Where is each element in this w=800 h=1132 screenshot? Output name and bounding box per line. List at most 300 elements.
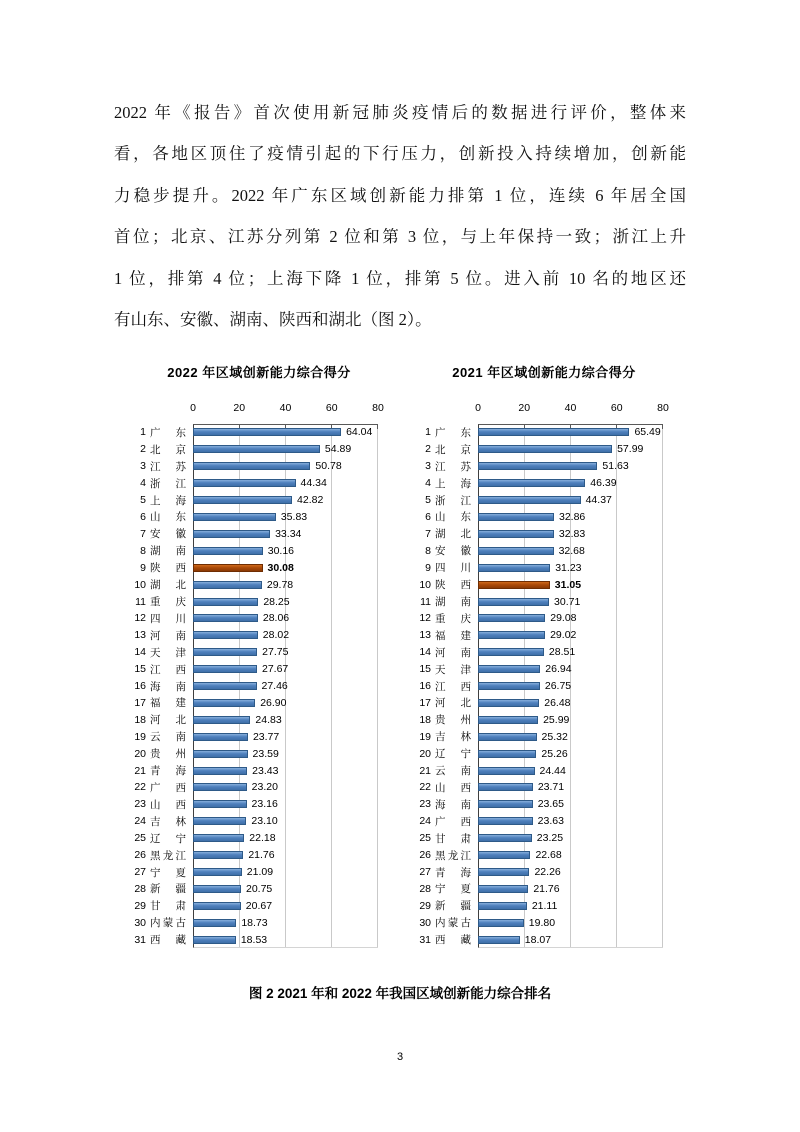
rank-label: 3	[140, 460, 146, 473]
chart-2021-scores	[413, 360, 675, 954]
chart-row	[413, 559, 675, 576]
rank-label: 30	[419, 916, 431, 929]
bar-cell	[193, 441, 378, 458]
rank-label: 20	[134, 747, 146, 760]
rank-label: 27	[134, 866, 146, 879]
category-char: 海	[175, 494, 186, 507]
rank-label: 13	[134, 629, 146, 642]
category-label	[435, 611, 471, 626]
value-label: 23.59	[252, 747, 279, 760]
rank-label: 8	[140, 544, 146, 557]
bar-cell	[478, 458, 663, 475]
value-label: 22.26	[534, 866, 561, 879]
chart-row	[413, 711, 675, 728]
bar-rows	[413, 424, 675, 948]
rank-label: 17	[419, 696, 431, 709]
chart-row	[128, 695, 390, 712]
chart-row	[128, 661, 390, 678]
category-label	[435, 560, 471, 575]
value-label: 24.44	[539, 764, 566, 777]
bar-cell	[478, 796, 663, 813]
paragraph-line: 2022 年《报告》首次使用新冠肺炎疫情后的数据进行评价，整体来	[114, 103, 686, 122]
bar-cell	[193, 695, 378, 712]
category-label	[150, 509, 186, 524]
chart-row	[128, 542, 390, 559]
chart-row	[413, 745, 675, 762]
rank-label: 4	[425, 477, 431, 490]
bar	[193, 428, 341, 436]
category-label	[150, 831, 186, 846]
bar-cell	[193, 914, 378, 931]
category-char: 江	[460, 494, 471, 507]
value-label: 46.39	[590, 477, 617, 490]
x-tick-label: 40	[279, 402, 292, 414]
category-char: 湖	[435, 596, 446, 609]
bar	[478, 750, 536, 758]
chart-row	[413, 525, 675, 542]
rank-label: 19	[419, 730, 431, 743]
value-label: 28.06	[262, 612, 290, 625]
bar-cell	[193, 711, 378, 728]
value-label: 23.65	[537, 798, 564, 811]
bar	[478, 902, 527, 910]
rank-label: 26	[134, 849, 146, 862]
bar	[478, 682, 540, 690]
bar-cell	[193, 492, 378, 509]
category-char: 重	[435, 612, 446, 625]
category-label	[435, 746, 471, 761]
bar	[478, 868, 529, 876]
chart-row	[128, 441, 390, 458]
category-label	[435, 712, 471, 727]
bar	[193, 547, 263, 555]
bar-cell	[478, 627, 663, 644]
bar-cell	[193, 880, 378, 897]
bar	[193, 513, 276, 521]
rank-label: 18	[134, 713, 146, 726]
chart-row	[128, 678, 390, 695]
category-char: 津	[175, 646, 186, 659]
bar-cell	[478, 475, 663, 492]
category-label	[435, 932, 471, 947]
bar	[478, 530, 554, 538]
bar-cell	[478, 525, 663, 542]
rank-label: 10	[419, 578, 431, 591]
chart-row	[128, 931, 390, 948]
rank-label: 22	[134, 781, 146, 794]
category-char: 京	[460, 443, 471, 456]
bar-cell	[478, 610, 663, 627]
category-char: 宁	[175, 832, 186, 845]
chart-row	[413, 796, 675, 813]
value-label: 42.82	[297, 494, 324, 507]
value-label: 27.75	[262, 646, 289, 659]
chart-row	[128, 576, 390, 593]
bar-cell	[478, 830, 663, 847]
category-label	[435, 594, 471, 609]
bar	[478, 783, 533, 791]
highlight-bar	[193, 564, 263, 572]
category-char: 青	[435, 866, 446, 879]
value-label: 33.34	[275, 527, 302, 540]
bar	[478, 462, 597, 470]
category-char: 建	[175, 697, 186, 710]
bar	[478, 936, 520, 944]
chart-row	[413, 864, 675, 881]
category-char: 内	[150, 917, 161, 930]
category-char: 湖	[435, 528, 446, 541]
bar	[478, 428, 629, 436]
category-char: 古	[460, 917, 471, 930]
category-char: 川	[175, 612, 186, 625]
rank-label: 14	[419, 646, 431, 659]
category-label	[435, 797, 471, 812]
x-tick-label: 20	[518, 402, 531, 414]
bar	[193, 817, 246, 825]
category-char: 西	[435, 934, 446, 947]
chart-row	[413, 661, 675, 678]
category-char: 新	[150, 883, 161, 896]
chart-title: 2022 年区域创新能力综合得分	[167, 365, 351, 380]
chart-row	[128, 593, 390, 610]
bar	[193, 530, 270, 538]
bar-cell	[478, 813, 663, 830]
bar	[193, 783, 247, 791]
rank-label: 7	[140, 527, 146, 540]
value-label: 26.90	[260, 696, 287, 709]
value-label: 26.48	[544, 696, 571, 709]
rank-label: 1	[425, 426, 431, 439]
rank-label: 17	[134, 696, 146, 709]
bar-cell	[478, 847, 663, 864]
category-char: 肃	[175, 900, 186, 913]
category-char: 西	[175, 663, 186, 676]
chart-row	[128, 914, 390, 931]
category-char: 北	[150, 443, 161, 456]
x-tick-label: 80	[657, 402, 669, 414]
bar	[478, 479, 585, 487]
category-char: 河	[435, 697, 446, 710]
rank-label: 24	[134, 815, 146, 828]
rank-label: 31	[134, 933, 146, 946]
value-label: 23.63	[537, 815, 564, 828]
category-char: 海	[460, 477, 471, 490]
bar-rows	[128, 424, 390, 948]
bar	[478, 817, 533, 825]
category-char: 江	[435, 460, 446, 473]
rank-label: 16	[419, 680, 431, 693]
bar-cell	[193, 745, 378, 762]
category-char: 上	[435, 477, 446, 490]
rank-label: 28	[419, 882, 431, 895]
bar	[193, 479, 296, 487]
category-char: 东	[460, 426, 471, 439]
category-char: 四	[150, 612, 161, 625]
category-char: 江	[150, 663, 161, 676]
category-label	[435, 831, 471, 846]
category-char: 湖	[150, 545, 161, 558]
rank-label: 23	[419, 798, 431, 811]
bar-cell	[478, 678, 663, 695]
chart-row	[413, 593, 675, 610]
value-label: 57.99	[617, 443, 644, 456]
chart-row	[128, 847, 390, 864]
chart-row	[128, 779, 390, 796]
bar	[193, 665, 257, 673]
value-label: 28.25	[263, 595, 290, 608]
category-char: 南	[175, 731, 186, 744]
value-label: 30.71	[554, 595, 581, 608]
category-label	[435, 459, 471, 474]
category-char: 西	[150, 934, 161, 947]
bar-cell	[193, 864, 378, 881]
category-label	[435, 763, 471, 778]
bar	[193, 750, 248, 758]
bar	[193, 868, 242, 876]
category-char: 苏	[175, 460, 186, 473]
rank-label: 21	[134, 764, 146, 777]
chart-row	[413, 610, 675, 627]
rank-label: 25	[419, 832, 431, 845]
chart-row	[128, 424, 390, 441]
chart-title: 2021 年区域创新能力综合得分	[452, 365, 636, 380]
value-label: 44.34	[300, 477, 327, 490]
category-char: 林	[175, 815, 186, 828]
category-label	[150, 865, 186, 880]
category-char: 内	[435, 917, 446, 930]
rank-label: 2	[425, 443, 431, 456]
bar	[193, 851, 243, 859]
chart-row	[128, 880, 390, 897]
category-char: 西	[175, 562, 186, 575]
chart-row	[413, 897, 675, 914]
category-label	[435, 543, 471, 558]
category-char: 吉	[435, 731, 446, 744]
category-label	[435, 645, 471, 660]
bar-cell	[193, 678, 378, 695]
bar	[193, 716, 250, 724]
category-char: 山	[150, 511, 161, 524]
category-char: 重	[150, 596, 161, 609]
bar-cell	[193, 728, 378, 745]
paragraph-line: 有山东、安徽、湖南、陕西和湖北（图 2）。	[114, 310, 432, 330]
paragraph-line: 力稳步提升。2022 年广东区域创新能力排第 1 位，连续 6 年居全国	[114, 185, 686, 205]
chart-2022-scores	[128, 360, 390, 954]
bar	[193, 699, 255, 707]
category-char: 广	[150, 781, 161, 794]
chart-row	[128, 897, 390, 914]
bar-cell	[193, 779, 378, 796]
category-char: 云	[150, 731, 161, 744]
category-char: 湖	[150, 579, 161, 592]
value-label: 26.75	[544, 680, 572, 693]
chart-row	[413, 914, 675, 931]
category-label	[150, 493, 186, 508]
chart-row	[413, 847, 675, 864]
category-char: 南	[175, 545, 186, 558]
value-label: 18.73	[241, 916, 268, 929]
rank-label: 5	[140, 494, 146, 507]
bar	[193, 445, 320, 453]
category-char: 东	[175, 426, 186, 439]
category-char: 东	[175, 511, 186, 524]
category-label	[150, 577, 186, 592]
bar-cell	[478, 762, 663, 779]
category-char: 藏	[175, 934, 186, 947]
rank-label: 15	[419, 663, 431, 676]
bar-cell	[193, 525, 378, 542]
bar-cell	[478, 779, 663, 796]
category-char: 浙	[435, 494, 446, 507]
bar-cell	[193, 627, 378, 644]
value-label: 22.68	[535, 849, 562, 862]
bar	[193, 614, 258, 622]
chart-row	[413, 627, 675, 644]
chart-row	[413, 830, 675, 847]
category-char: 广	[150, 426, 161, 439]
rank-label: 27	[419, 866, 431, 879]
category-label	[435, 881, 471, 896]
category-char: 新	[435, 900, 446, 913]
category-char: 广	[435, 815, 446, 828]
category-char: 云	[435, 765, 446, 778]
chart-row	[413, 779, 675, 796]
bar-cell	[478, 509, 663, 526]
value-label: 50.78	[315, 460, 342, 473]
bar	[193, 631, 258, 639]
category-char: 河	[150, 714, 161, 727]
bar	[478, 496, 581, 504]
rank-label: 10	[134, 578, 146, 591]
chart-row	[128, 492, 390, 509]
value-label: 20.75	[245, 882, 273, 895]
value-label: 18.07	[524, 933, 552, 946]
rank-label: 14	[134, 646, 146, 659]
bar	[193, 919, 236, 927]
bar-cell	[478, 931, 663, 948]
rank-label: 1	[140, 426, 146, 439]
value-label: 22.18	[249, 832, 276, 845]
category-char: 青	[150, 765, 161, 778]
category-label	[435, 493, 471, 508]
category-char: 州	[175, 748, 186, 761]
chart-row	[128, 762, 390, 779]
chart-row	[128, 525, 390, 542]
x-axis-labels	[475, 402, 669, 415]
chart-row	[128, 745, 390, 762]
bar	[478, 547, 554, 555]
category-label	[435, 526, 471, 541]
value-label: 32.86	[558, 510, 586, 523]
category-char: 疆	[175, 883, 186, 896]
chart-row	[413, 424, 675, 441]
category-char: 川	[460, 562, 471, 575]
bar	[478, 885, 528, 893]
chart-row	[413, 813, 675, 830]
rank-label: 4	[140, 477, 146, 490]
rank-label: 28	[134, 882, 146, 895]
rank-label: 9	[425, 561, 431, 574]
bar-cell	[193, 644, 378, 661]
category-char: 南	[175, 680, 186, 693]
category-char: 贵	[150, 748, 161, 761]
chart-row	[128, 813, 390, 830]
category-char: 四	[435, 562, 446, 575]
rank-label: 9	[140, 561, 146, 574]
category-char: 夏	[460, 883, 471, 896]
category-char: 州	[460, 714, 471, 727]
bar-cell	[478, 695, 663, 712]
paragraph-line: 看，各地区顶住了疫情引起的下行压力，创新投入持续增加，创新能	[114, 144, 686, 164]
page-number: 3	[396, 1051, 404, 1063]
bar	[193, 767, 247, 775]
value-label: 30.08	[267, 561, 294, 574]
category-char: 蒙	[447, 917, 459, 930]
bar	[478, 648, 544, 656]
highlight-bar	[478, 581, 550, 589]
category-label	[150, 814, 186, 829]
category-char: 龙	[447, 849, 459, 862]
bar-cell	[478, 880, 663, 897]
category-char: 宁	[460, 748, 471, 761]
bar-cell	[478, 711, 663, 728]
category-char: 北	[460, 697, 471, 710]
category-char: 肃	[460, 832, 471, 845]
chart-row	[413, 509, 675, 526]
bar-cell	[478, 593, 663, 610]
bar-cell	[193, 796, 378, 813]
rank-label: 22	[419, 781, 431, 794]
bar	[478, 851, 530, 859]
chart-row	[413, 441, 675, 458]
value-label: 31.05	[554, 578, 582, 591]
rank-label: 12	[419, 612, 431, 625]
chart-row	[413, 880, 675, 897]
value-label: 29.08	[550, 612, 577, 625]
category-char: 林	[460, 731, 471, 744]
category-char: 北	[175, 714, 186, 727]
category-label	[435, 848, 471, 863]
category-label	[150, 526, 186, 541]
bar-cell	[193, 576, 378, 593]
category-char: 建	[460, 629, 471, 642]
category-char: 海	[175, 765, 186, 778]
value-label: 21.11	[531, 899, 558, 912]
rank-label: 21	[419, 764, 431, 777]
value-label: 26.94	[545, 663, 572, 676]
category-char: 江	[435, 680, 446, 693]
bar	[193, 682, 257, 690]
chart-row	[128, 796, 390, 813]
figure-caption: 图 2 2021 年和 2022 年我国区域创新能力综合排名	[248, 986, 552, 1001]
chart-row	[128, 644, 390, 661]
bar-cell	[478, 644, 663, 661]
category-label	[150, 594, 186, 609]
value-label: 23.16	[251, 798, 278, 811]
category-char: 甘	[150, 900, 161, 913]
chart-row	[413, 458, 675, 475]
category-char: 江	[150, 460, 161, 473]
bar-cell	[478, 542, 663, 559]
bar-cell	[193, 847, 378, 864]
x-tick-label: 40	[564, 402, 577, 414]
bar	[478, 699, 539, 707]
bar-cell	[478, 897, 663, 914]
category-char: 龙	[162, 849, 174, 862]
bar-cell	[478, 424, 663, 441]
category-label	[150, 628, 186, 643]
category-label	[150, 459, 186, 474]
